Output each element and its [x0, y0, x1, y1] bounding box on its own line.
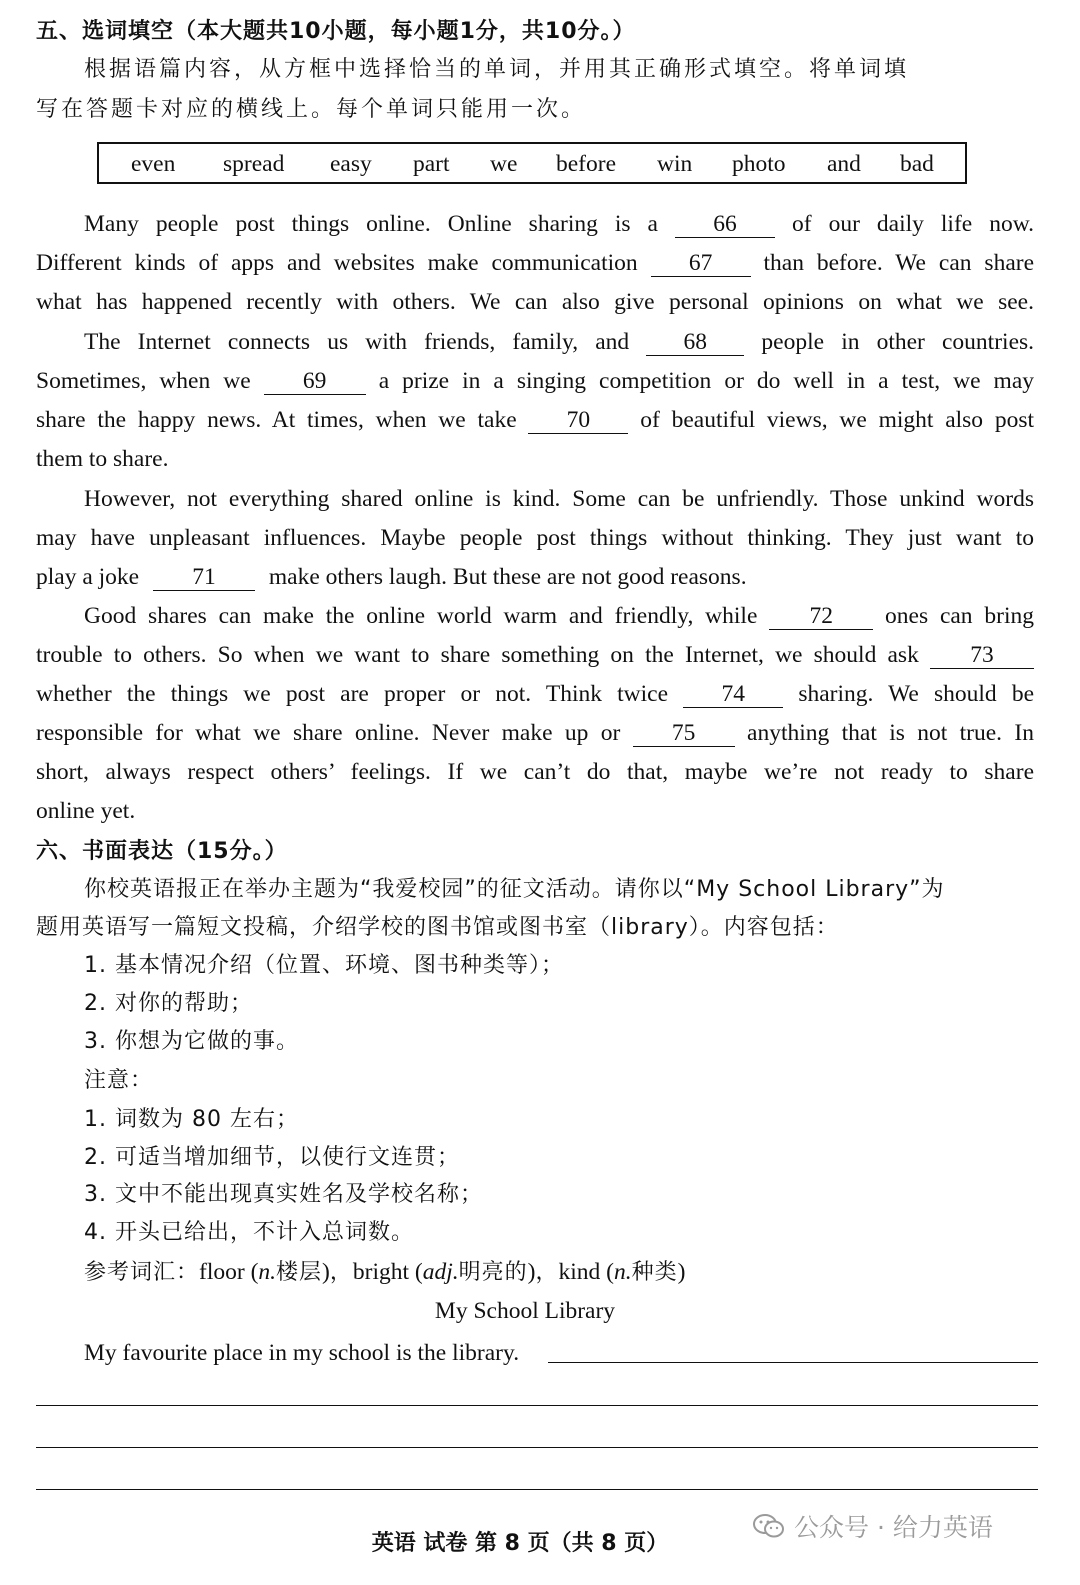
passage-text: make others laugh. But these are not good reasons. — [268, 564, 747, 590]
passage-line — [36, 637, 1034, 673]
passage-line: short, always respect others’ feelings. If we can’t do that, maybe we’re not ready to share — [36, 759, 1034, 785]
section6-heading: 六、书面表达（15分。） — [36, 839, 288, 864]
blank-67[interactable]: 67 — [651, 250, 751, 277]
passage-text: than before. We can share — [763, 250, 1035, 276]
passage-line — [36, 363, 1034, 399]
section5-heading: 五、选词填空（本大题共10小题，每小题1分，共10分。） — [36, 19, 636, 44]
passage-text: The Internet connects us with friends, family, and — [84, 329, 630, 355]
passage-text: a prize in a singing competition or do well in a test, we may — [378, 368, 1035, 394]
passage-text: sharing. We should be — [798, 681, 1035, 707]
passage-text: play a joke — [36, 564, 140, 590]
blank-66[interactable]: 66 — [675, 211, 775, 238]
passage-line — [84, 598, 1034, 634]
content-item: 2. 对你的帮助； — [84, 991, 253, 1016]
blank-74[interactable]: 74 — [683, 681, 783, 708]
word-box-item: part — [413, 151, 450, 177]
note-item: 3. 文中不能出现真实姓名及学校名称； — [84, 1182, 483, 1207]
section5-instruction-2: 写在答题卡对应的横线上。每个单词只能用一次。 — [36, 97, 587, 122]
passage-line — [36, 402, 1034, 438]
vocab-pos: n. — [613, 1259, 632, 1285]
passage-line — [84, 324, 1034, 360]
passage-text: ones can bring — [885, 603, 1034, 629]
passage-text: Good shares can make the online world warm and friendly, while — [84, 603, 758, 629]
section6-prompt-2: 题用英语写一篇短文投稿，介绍学校的图书馆或图书室（library）。内容包括： — [36, 915, 839, 940]
content-item: 1. 基本情况介绍（位置、环境、图书种类等）； — [84, 953, 564, 978]
passage-text: people in other countries. — [761, 329, 1035, 355]
vocab-pos: adj. — [422, 1259, 459, 1285]
passage-line: may have unpleasant influences. Maybe people post things without thinking. They just want to — [36, 525, 1034, 551]
passage-line: them to share. — [36, 446, 169, 472]
passage-line: online yet. — [36, 798, 136, 824]
word-box-item: win — [657, 151, 693, 177]
word-box — [97, 142, 967, 184]
passage-line: what has happened recently with others. We can also give personal opinions on what we see. — [36, 289, 1034, 315]
passage-text: Many people post things online. Online sharing is a — [84, 211, 658, 237]
note-item: 4. 开头已给出，不计入总词数。 — [84, 1220, 414, 1245]
passage-text: whether the things we post are proper or not. Think twice — [36, 681, 669, 707]
note-item: 1. 词数为 80 左右； — [84, 1107, 299, 1132]
vocab-word: floor — [199, 1259, 245, 1285]
vocab-label: 参考词汇： — [84, 1260, 200, 1285]
notes-label: 注意： — [84, 1068, 154, 1093]
passage-line — [84, 206, 1034, 242]
passage-text: Sometimes, when we — [36, 368, 251, 394]
note-item: 2. 可适当增加细节，以使行文连贯； — [84, 1145, 460, 1170]
blank-73[interactable]: 73 — [930, 642, 1034, 669]
writing-line[interactable] — [36, 1447, 1038, 1448]
word-box-item: even — [131, 151, 176, 177]
essay-start: My favourite place in my school is the library. — [84, 1340, 520, 1366]
word-box-item: we — [490, 151, 518, 177]
passage-text: of our daily life now. — [792, 211, 1035, 237]
passage-text: trouble to others. So when we want to share something on the Internet, we should ask — [36, 642, 919, 668]
essay-title: My School Library — [434, 1298, 616, 1324]
vocab-meaning: 种类 — [631, 1260, 678, 1285]
blank-72[interactable]: 72 — [769, 603, 873, 630]
watermark-text: 公众号 · 给力英语 — [794, 1513, 993, 1542]
passage-line — [36, 676, 1034, 712]
passage-line — [36, 559, 1034, 595]
section5-instruction-1: 根据语篇内容，从方框中选择恰当的单词，并用其正确形式填空。将单词填 — [84, 57, 910, 82]
word-box-item: and — [827, 151, 861, 177]
vocab-word: kind — [558, 1259, 601, 1285]
passage-text: Different kinds of apps and websites make communication — [36, 250, 638, 276]
passage-text: share the happy news. At times, when we take — [36, 407, 517, 433]
writing-line[interactable] — [548, 1362, 1038, 1363]
word-box-item: easy — [330, 151, 372, 177]
page-footer: 英语 试卷 第 8 页（共 8 页） — [371, 1531, 669, 1556]
passage-line — [36, 715, 1034, 751]
vocab-word: bright — [352, 1259, 410, 1285]
wechat-icon — [752, 1512, 786, 1540]
passage-text: anything that is not true. In — [747, 720, 1034, 746]
blank-69[interactable]: 69 — [264, 368, 366, 395]
passage-text: responsible for what we share online. Never make up or — [36, 720, 621, 746]
word-box-item: before — [556, 151, 617, 177]
blank-71[interactable]: 71 — [153, 564, 255, 591]
writing-line[interactable] — [36, 1489, 1038, 1490]
section6-prompt-1: 你校英语报正在举办主题为“我爱校园”的征文活动。请你以“My School Library”为 — [84, 877, 945, 902]
passage-line — [36, 245, 1034, 281]
word-box-item: photo — [732, 151, 786, 177]
vocab-meaning: 明亮的 — [458, 1260, 528, 1285]
reference-vocab: 参考词汇：floor (n.楼层)，bright (adj.明亮的)，kind (n.种类) — [84, 1259, 686, 1285]
watermark — [752, 1508, 1052, 1544]
blank-70[interactable]: 70 — [528, 407, 628, 434]
blank-68[interactable]: 68 — [646, 329, 744, 356]
passage-text: of beautiful views, we might also post — [640, 407, 1035, 433]
word-box-item: bad — [900, 151, 934, 177]
vocab-meaning: 楼层 — [276, 1260, 323, 1285]
content-item: 3. 你想为它做的事。 — [84, 1029, 299, 1054]
vocab-pos: n. — [258, 1259, 277, 1285]
word-box-item: spread — [223, 151, 285, 177]
writing-line[interactable] — [36, 1405, 1038, 1406]
blank-75[interactable]: 75 — [633, 720, 735, 747]
passage-line: However, not everything shared online is kind. Some can be unfriendly. Those unkind words — [84, 486, 1034, 512]
